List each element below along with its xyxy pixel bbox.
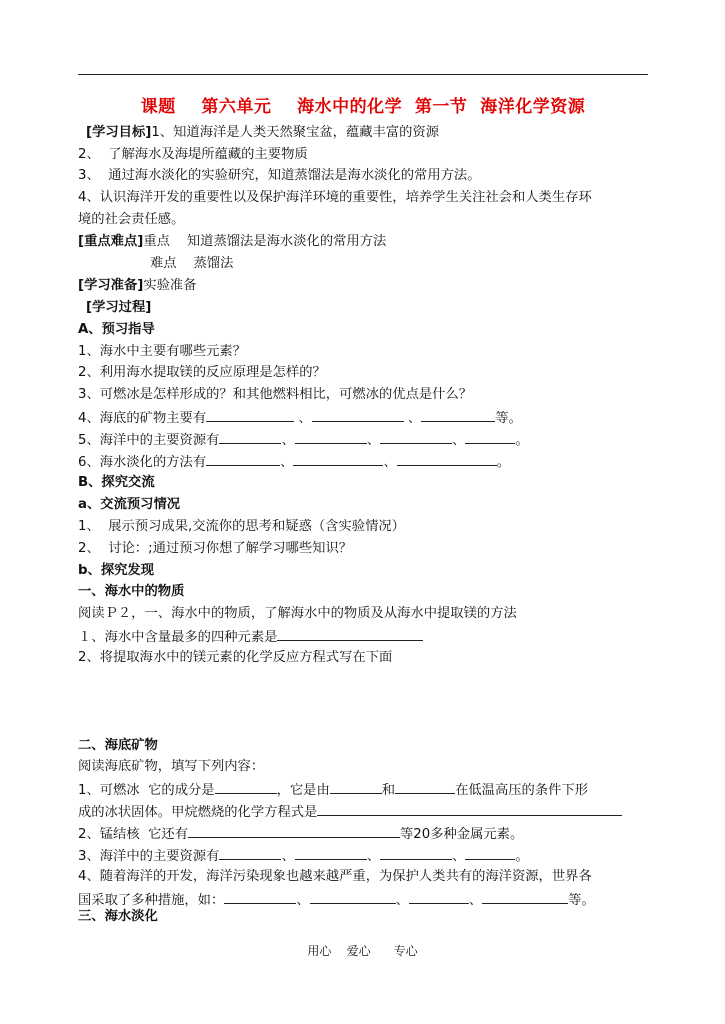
part2-intro: 阅读海底矿物，填写下列内容：: [78, 759, 265, 774]
blank-field[interactable]: [215, 780, 277, 794]
key-focus: 重点 知道蒸馏法是海水淡化的常用方法: [143, 234, 387, 249]
part2-q3: [78, 846, 529, 866]
end-mark: 。: [496, 455, 511, 470]
part1-q1-text: １、海水中含量最多的四种元素是: [78, 630, 278, 645]
process-label: [学习过程]: [86, 300, 152, 315]
blank-field[interactable]: [295, 846, 367, 860]
section-a-heading: A、预习指导: [78, 322, 155, 337]
blank-field[interactable]: [330, 780, 382, 794]
part2-q3-text: 3、海洋中的主要资源有: [78, 849, 220, 864]
blank-field[interactable]: [310, 890, 396, 904]
part2-q1-cont: [78, 802, 622, 822]
separator: 、: [366, 433, 381, 448]
objective-4a: 4、认识海洋开发的重要性以及保护海洋环境的重要性，培养学生关注社会和人类生存环: [78, 190, 592, 205]
part2-q2-text: 等20多种金属元素。: [400, 827, 524, 842]
blank-field[interactable]: [219, 846, 281, 860]
part2-heading: 二、海底矿物: [78, 738, 158, 753]
part2-q4b: [78, 890, 595, 910]
blank-field[interactable]: [395, 780, 455, 794]
part2-q1-text: 1、可燃冰 它的成分是: [78, 783, 215, 798]
part2-q4a: 4、随着海洋的开发，海洋污染现象也越来越严重，为保护人类共有的海洋资源，世界各: [78, 869, 592, 884]
blank-field[interactable]: [380, 430, 452, 444]
end-mark: 等。: [495, 411, 522, 426]
blank-field[interactable]: [224, 890, 296, 904]
section-a-q5: [78, 430, 529, 450]
part2-q1-text: 在低温高压的条件下形: [455, 783, 589, 798]
part2-q1-text: ，它是由: [276, 783, 330, 798]
part2-q1-text: 和: [381, 783, 396, 798]
blank-field[interactable]: [206, 408, 294, 422]
section-a-q4: [78, 408, 522, 428]
blank-field[interactable]: [312, 408, 404, 422]
objective-4b: 境的社会责任感。: [78, 212, 185, 227]
blank-field[interactable]: [295, 430, 367, 444]
part2-q2: [78, 824, 523, 844]
part1-q1: [78, 627, 423, 647]
page-footer: 用心 爱心 专心: [307, 944, 418, 958]
separator: 、: [452, 849, 466, 864]
objective-3: 3、 通过海水淡化的实验研究，知道蒸馏法是海水淡化的常用方法。: [78, 168, 481, 183]
blank-field[interactable]: [380, 846, 452, 860]
separator: 、: [407, 411, 422, 426]
blank-field[interactable]: [317, 802, 622, 816]
end-mark: 。: [515, 433, 529, 448]
blank-field[interactable]: [277, 627, 423, 641]
part3-heading: 三、海水淡化: [78, 909, 158, 924]
objectives-label: [学习目标]: [86, 125, 152, 140]
separator: 、: [298, 411, 312, 426]
part2-q1-text: 成的冰状固体。甲烷燃烧的化学方程式是: [78, 805, 318, 820]
blank-field[interactable]: [465, 430, 515, 444]
separator: 、: [366, 849, 381, 864]
header-rule: [78, 74, 648, 75]
section-a-q1: 1、海水中主要有哪些元素？: [78, 344, 247, 359]
separator: 、: [281, 849, 295, 864]
blank-field[interactable]: [482, 890, 568, 904]
part1-intro: 阅读Ｐ２，一、海水中的物质，了解海水中的物质及从海水中提取镁的方法: [78, 606, 517, 621]
section-a-q2: 2、利用海水提取镁的反应原理是怎样的？: [78, 365, 326, 380]
end-mark: 。: [515, 849, 529, 864]
q6-text: 6、海水淡化的方法有: [78, 455, 207, 470]
blank-field[interactable]: [206, 452, 280, 466]
section-b-sub-b: b、探究发现: [78, 563, 155, 578]
section-a-q3: 3、可燃冰是怎样形成的？和其他燃料相比，可燃冰的优点是什么？: [78, 387, 473, 402]
separator: 、: [383, 455, 397, 470]
objective-2: 2、 了解海水及海堤所蕴藏的主要物质: [78, 147, 308, 162]
blank-field[interactable]: [409, 890, 469, 904]
section-b-a1: 1、 展示预习成果,交流你的思考和疑惑（含实验情况）: [78, 519, 405, 534]
separator: 、: [395, 893, 409, 908]
blank-field[interactable]: [421, 408, 495, 422]
part2-q2-text: 2、锰结核 它还有: [78, 827, 188, 842]
blank-field[interactable]: [293, 452, 383, 466]
blank-field[interactable]: [397, 452, 497, 466]
section-b-a2: 2、 讨论：;通过预习你想了解学习哪些知识？: [78, 541, 353, 556]
separator: 、: [280, 455, 294, 470]
preparation-line: [78, 277, 197, 295]
q5-text: 5、海洋中的主要资源有: [78, 433, 220, 448]
part2-q4-text: 国采取了多种措施，如：: [78, 893, 225, 908]
blank-field[interactable]: [219, 430, 281, 444]
preparation-text: 实验准备: [143, 278, 197, 293]
blank-field[interactable]: [465, 846, 515, 860]
key-points-line: [78, 233, 386, 251]
page-title: 课题 第六单元 海水中的化学 第一节 海洋化学资源: [140, 97, 586, 117]
preparation-label: [学习准备]: [78, 278, 144, 293]
blank-field[interactable]: [188, 824, 400, 838]
separator: 、: [468, 893, 483, 908]
separator: 、: [296, 893, 310, 908]
key-difficulty: 难点 蒸馏法: [150, 256, 234, 271]
key-points-label: [重点难点]: [78, 234, 144, 249]
part1-heading: 一、海水中的物质: [78, 584, 185, 599]
part2-q1: [78, 780, 588, 800]
end-mark: 等。: [568, 893, 595, 908]
part1-q2: 2、将提取海水中的镁元素的化学反应方程式写在下面: [78, 650, 393, 665]
separator: 、: [281, 433, 295, 448]
objectives-line-1: [86, 124, 439, 142]
section-a-q6: [78, 452, 510, 472]
separator: 、: [452, 433, 466, 448]
q4-text: 4、海底的矿物主要有: [78, 411, 207, 426]
section-b-heading: B、探究交流: [78, 475, 155, 490]
section-b-sub-a: a、交流预习情况: [78, 497, 181, 512]
objective-1: 1、知道海洋是人类天然聚宝盆，蕴藏丰富的资源: [151, 125, 440, 140]
